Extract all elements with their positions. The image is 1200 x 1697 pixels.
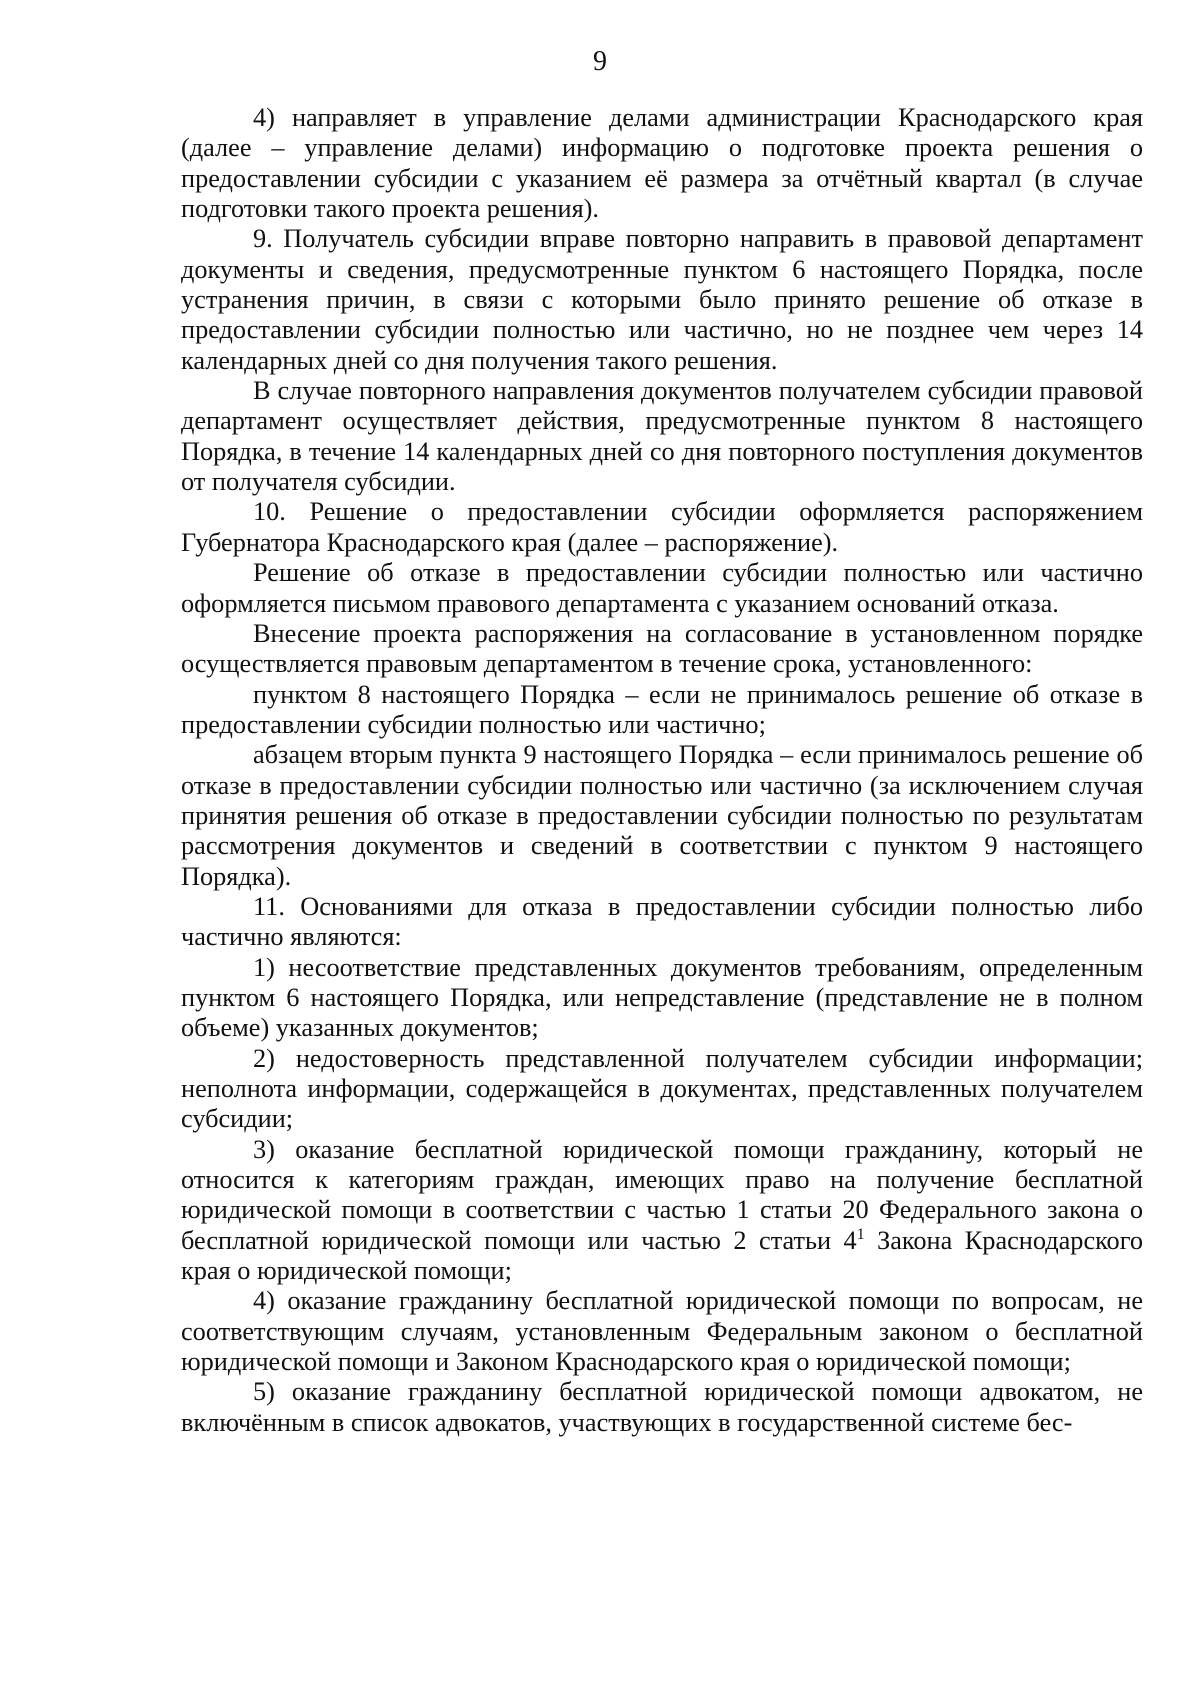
paragraph-clause-10: 10. Решение о предоставлении субсидии оформляется распоряжением Губернатора Краснодарского края (далее – распоряжение). <box>181 497 1143 557</box>
document-body <box>181 103 1143 1438</box>
paragraph-item-4: 4) направляет в управление делами администрации Краснодарского края (далее – управление делами) информацию о подготовке проекта решения о предоставлении субсидии с указанием её размера за отчётный квартал (в случае подготовки такого проекта решения). <box>181 103 1143 224</box>
paragraph-text: Закона Краснодарского края о юридической помощи; <box>181 1225 1143 1286</box>
paragraph-clause-11-item-5: 5) оказание гражданину бесплатной юридической помощи адвокатом, не включённым в список адвокатов, участвующих в государственной системе бес- <box>181 1377 1143 1437</box>
paragraph-clause-10-term-2: абзацем вторым пункта 9 настоящего Порядка – если принималось решение об отказе в предоставлении субсидии полностью или частично (за исключением случая принятия решения об отказе в предоставлении субсидии полностью по результатам рассмотрения документов и сведений в соответствии с пунктом 9 настоящего Порядка). <box>181 740 1143 891</box>
page-number: 9 <box>593 46 607 77</box>
paragraph-text: 3) оказание бесплатной юридической помощи гражданину, который не относится к категориям граждан, имеющих право на получение бесплатной юридической помощи в соответствии с частью 1 статьи 20 Федерального закона о бесплатной юридической помощи или частью 2 статьи 4 <box>181 1134 1143 1255</box>
paragraph-clause-11-item-4: 4) оказание гражданину бесплатной юридической помощи по вопросам, не соответствующим случаям, установленным Федеральным законом о бесплатной юридической помощи и Законом Краснодарского края о юридической помощи; <box>181 1286 1143 1377</box>
superscript: 1 <box>856 1225 865 1243</box>
paragraph-clause-11-item-2: 2) недостоверность представленной получателем субсидии информации; неполнота информации, содержащейся в документах, представленных получателем субсидии; <box>181 1043 1143 1134</box>
paragraph-clause-9: 9. Получатель субсидии вправе повторно направить в правовой департамент документы и сведения, предусмотренные пунктом 6 настоящего Порядка, после устранения причин, в связи с которыми было принято решение об отказе в предоставлении субсидии полностью или частично, но не позднее чем через 14 календарных дней со дня получения такого решения. <box>181 224 1143 375</box>
paragraph-clause-9-second: В случае повторного направления документов получателем субсидии правовой департамент осуществляет действия, предусмотренные пунктом 8 настоящего Порядка, в течение 14 календарных дней со дня повторного поступления документов от получателя субсидии. <box>181 376 1143 497</box>
paragraph-clause-10-refusal: Решение об отказе в предоставлении субсидии полностью или частично оформляется письмом правового департамента с указанием оснований отказа. <box>181 558 1143 618</box>
paragraph-clause-11: 11. Основаниями для отказа в предоставлении субсидии полностью либо частично являются: <box>181 891 1143 952</box>
paragraph-clause-10-term-1: пунктом 8 настоящего Порядка – если не принималось решение об отказе в предоставлении субсидии полностью или частично; <box>181 679 1143 739</box>
paragraph-clause-11-item-1: 1) несоответствие представленных документов требованиям, определенным пунктом 6 настоящего Порядка, или непредставление (представление не в полном объеме) указанных документов; <box>181 952 1143 1043</box>
paragraph-clause-10-submission: Внесение проекта распоряжения на согласование в установленном порядке осуществляется правовым департаментом в течение срока, установленного: <box>181 618 1143 679</box>
paragraph-clause-11-item-3 <box>181 1135 1143 1287</box>
